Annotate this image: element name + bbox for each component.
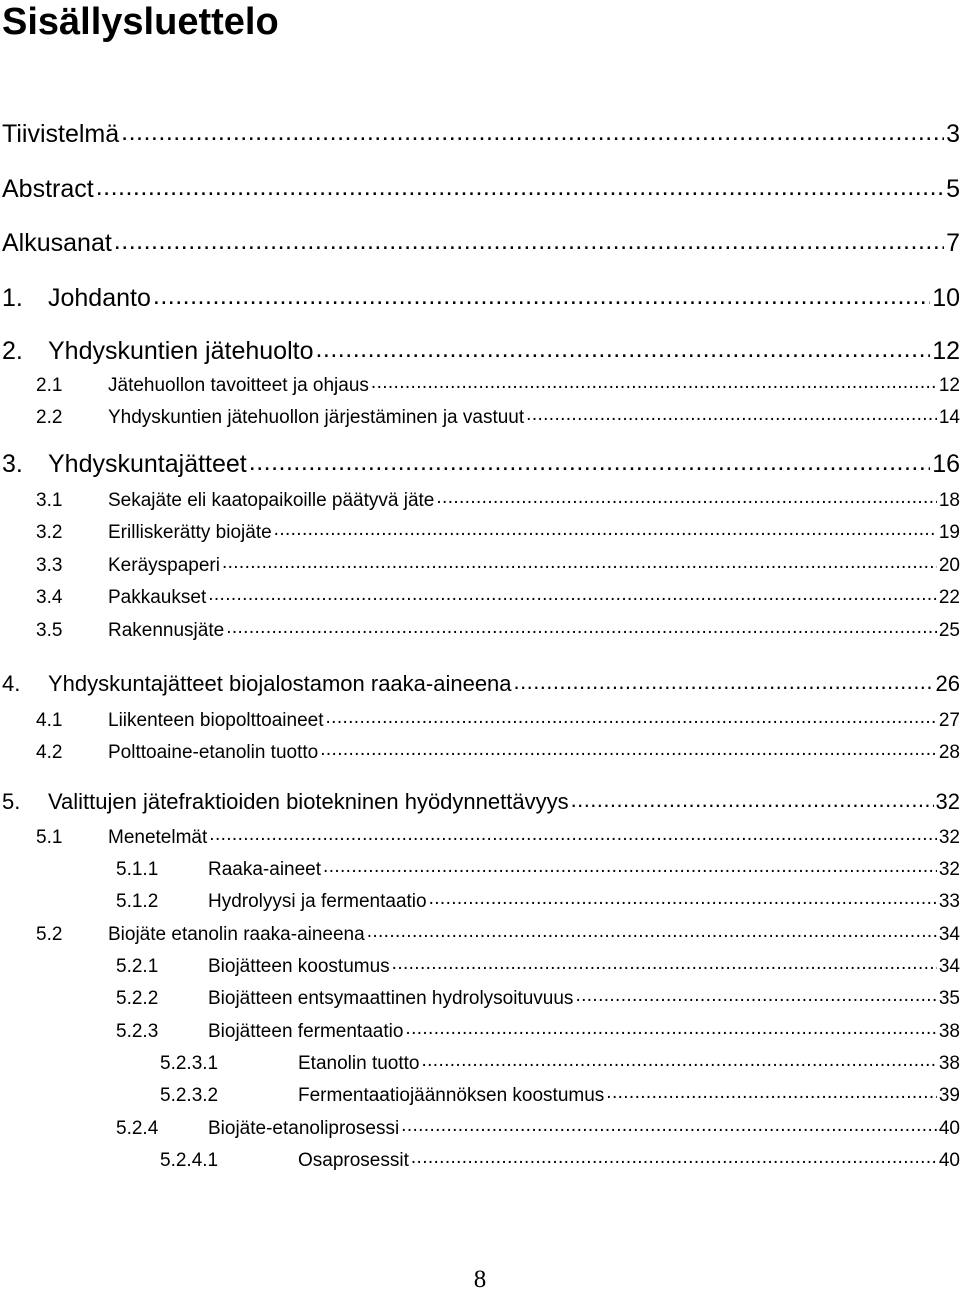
toc-leader — [323, 856, 937, 875]
toc-entry-title: Menetelmät — [108, 827, 208, 848]
toc-entry-page: 32 — [938, 827, 960, 848]
toc-entry-page: 40 — [938, 1118, 960, 1139]
toc-entry-title: Yhdyskuntien jätehuolto — [48, 337, 314, 365]
toc-leader — [401, 1115, 937, 1134]
toc-entry-number: 3.4 — [36, 587, 63, 608]
toc-entry-title: Osaprosessit — [298, 1150, 409, 1171]
toc-entry-page: 12 — [938, 375, 960, 396]
toc-entry-page: 5 — [946, 175, 960, 203]
toc-leader — [96, 172, 944, 197]
toc-entry-number: 4.2 — [36, 742, 63, 763]
toc-leader — [226, 617, 937, 636]
toc-entry[interactable] — [0, 281, 960, 313]
toc-leader — [315, 334, 930, 359]
toc-entry-page: 34 — [938, 924, 960, 945]
toc-entry-title: Liikenteen biopolttoaineet — [108, 710, 324, 731]
toc-entry-page: 10 — [932, 284, 960, 312]
toc-entry-number: 4.1 — [36, 710, 63, 731]
toc-entry[interactable] — [0, 1082, 960, 1107]
toc-leader — [392, 953, 937, 972]
toc-entry[interactable] — [0, 617, 960, 642]
toc-entry-title: Tiivistelmä — [2, 120, 120, 148]
toc-entry-title: Fermentaatiojäännöksen koostumus — [298, 1085, 605, 1106]
toc-leader — [249, 447, 930, 472]
toc-entry-page: 22 — [938, 587, 960, 608]
toc-entry-title: Abstract — [2, 175, 94, 203]
toc-entry-number: 3.2 — [36, 522, 63, 543]
toc-leader — [320, 739, 937, 758]
toc-entry-title: Yhdyskuntajätteet biojalostamon raaka-aineena — [48, 671, 512, 696]
toc-entry[interactable] — [0, 584, 960, 609]
toc-entry-page: 32 — [938, 859, 960, 880]
toc-entry-number: 5.2.3.2 — [160, 1085, 219, 1106]
toc-entry-number: 3. — [2, 450, 23, 478]
toc-leader — [208, 584, 937, 603]
toc-entry-title: Biojätteen entsymaattinen hydrolysoituvuus — [208, 988, 574, 1009]
toc-entry-number: 1. — [2, 284, 23, 312]
toc-leader — [436, 487, 936, 506]
toc-entry-title: Erilliskerätty biojäte — [108, 522, 272, 543]
toc-entry-number: 3.1 — [36, 490, 63, 511]
toc-entry[interactable] — [0, 334, 960, 366]
toc-entry-number: 2.2 — [36, 407, 63, 428]
toc-entry-page: 26 — [935, 671, 960, 696]
toc-entry-number: 5.2.1 — [116, 956, 159, 977]
toc-entry-page: 38 — [938, 1053, 960, 1074]
toc-leader — [429, 888, 937, 907]
toc-leader — [222, 552, 937, 571]
toc-entry[interactable] — [0, 921, 960, 946]
toc-entry[interactable] — [0, 824, 960, 849]
toc-entry-page: 38 — [938, 1021, 960, 1042]
toc-entry-page: 25 — [938, 620, 960, 641]
toc-entry-number: 5. — [2, 789, 21, 814]
toc-entry[interactable] — [0, 226, 960, 258]
toc-entry-page: 33 — [938, 891, 960, 912]
toc-entry-number: 5.2.4.1 — [160, 1150, 219, 1171]
toc-entry[interactable] — [0, 552, 960, 577]
toc-leader — [405, 1018, 936, 1037]
toc-entry-title: Jätehuollon tavoitteet ja ohjaus — [108, 375, 369, 396]
toc-entry[interactable] — [0, 953, 960, 978]
toc-entry-title: Johdanto — [48, 284, 151, 312]
toc-leader — [114, 226, 944, 251]
toc-leader — [121, 117, 944, 142]
toc-leader — [326, 707, 937, 726]
toc-entry-number: 3.3 — [36, 555, 63, 576]
toc-entry[interactable] — [0, 985, 960, 1010]
page-title: Sisällysluettelo — [2, 1, 279, 43]
toc-entry-page: 12 — [932, 337, 960, 365]
toc-entry-number: 2. — [2, 337, 23, 365]
toc-entry-number: 5.1.2 — [116, 891, 159, 912]
toc-entry-title: Biojätteen fermentaatio — [208, 1021, 404, 1042]
toc-entry[interactable] — [0, 404, 960, 429]
toc-entry-title: Hydrolyysi ja fermentaatio — [208, 891, 427, 912]
toc-entry-page: 39 — [938, 1085, 960, 1106]
toc-entry-title: Yhdyskuntien jätehuollon järjestäminen ja vastuut — [108, 407, 525, 428]
toc-entry[interactable] — [0, 487, 960, 512]
toc-entry-title: Pakkaukset — [108, 587, 207, 608]
toc-entry[interactable] — [0, 856, 960, 881]
toc-entry-title: Valittujen jätefraktioiden biotekninen hyödynnettävyys — [48, 789, 569, 814]
toc-entry-page: 7 — [946, 229, 960, 257]
toc-entry[interactable] — [0, 1147, 960, 1172]
toc-entry-number: 2.1 — [36, 375, 63, 396]
toc-entry-page: 16 — [932, 450, 960, 478]
toc-leader — [526, 404, 937, 423]
page-number: 8 — [473, 1266, 487, 1293]
toc-entry-number: 5.1 — [36, 827, 63, 848]
toc-entry[interactable] — [0, 707, 960, 732]
toc-leader — [606, 1082, 937, 1101]
toc-entry-page: 40 — [938, 1150, 960, 1171]
toc-entry[interactable] — [0, 669, 960, 697]
toc-entry-title: Rakennusjäte — [108, 620, 225, 641]
toc-entry-page: 34 — [938, 956, 960, 977]
toc-entry-number: 5.2.2 — [116, 988, 159, 1009]
toc-entry-page: 20 — [938, 555, 960, 576]
toc-entry-title: Etanolin tuotto — [298, 1053, 420, 1074]
toc-leader — [209, 824, 937, 843]
toc-entry-title: Biojäte-etanoliprosessi — [208, 1118, 400, 1139]
toc-entry-title: Polttoaine-etanolin tuotto — [108, 742, 319, 763]
toc-entry-number: 4. — [2, 671, 21, 696]
toc-leader — [421, 1050, 936, 1069]
toc-entry-number: 3.5 — [36, 620, 63, 641]
toc-entry-number: 5.2 — [36, 924, 63, 945]
toc-entry-page: 3 — [946, 120, 960, 148]
toc-leader — [575, 985, 936, 1004]
toc-entry-title: Biojätteen koostumus — [208, 956, 390, 977]
toc-entry[interactable] — [0, 1115, 960, 1140]
toc-entry-page: 35 — [938, 988, 960, 1009]
toc-leader — [371, 372, 937, 391]
toc-entry-page: 14 — [938, 407, 960, 428]
toc-entry-number: 5.1.1 — [116, 859, 159, 880]
toc-entry-number: 5.2.4 — [116, 1118, 159, 1139]
toc-entry[interactable] — [0, 739, 960, 764]
toc-leader — [274, 519, 937, 538]
toc-entry-page: 32 — [935, 789, 960, 814]
toc-entry-page: 28 — [938, 742, 960, 763]
toc-leader — [411, 1147, 937, 1166]
toc-entry-title: Biojäte etanolin raaka-aineena — [108, 924, 365, 945]
toc-entry[interactable] — [0, 1018, 960, 1043]
toc-entry-number: 5.2.3 — [116, 1021, 159, 1042]
toc-entry[interactable] — [0, 447, 960, 479]
toc-entry-page: 18 — [938, 490, 960, 511]
toc-entry-title: Sekajäte eli kaatopaikoille päätyvä jäte — [108, 490, 435, 511]
toc-entry-title: Keräyspaperi — [108, 555, 220, 576]
toc-entry[interactable] — [0, 787, 960, 815]
toc-entry[interactable] — [0, 888, 960, 913]
toc-entry-page: 19 — [938, 522, 960, 543]
toc-leader — [514, 669, 934, 691]
toc-entry-page: 27 — [938, 710, 960, 731]
toc-leader — [153, 281, 930, 306]
toc-leader — [367, 921, 937, 940]
toc-entry-title: Alkusanat — [2, 229, 112, 257]
toc-entry-title: Yhdyskuntajätteet — [48, 450, 247, 478]
toc-entry[interactable] — [0, 117, 960, 149]
toc-entry-title: Raaka-aineet — [208, 859, 322, 880]
toc-entry[interactable] — [0, 372, 960, 397]
toc-entry[interactable] — [0, 1050, 960, 1075]
toc-entry[interactable] — [0, 172, 960, 204]
toc-entry-number: 5.2.3.1 — [160, 1053, 219, 1074]
toc-entry[interactable] — [0, 519, 960, 544]
toc-leader — [571, 787, 934, 809]
